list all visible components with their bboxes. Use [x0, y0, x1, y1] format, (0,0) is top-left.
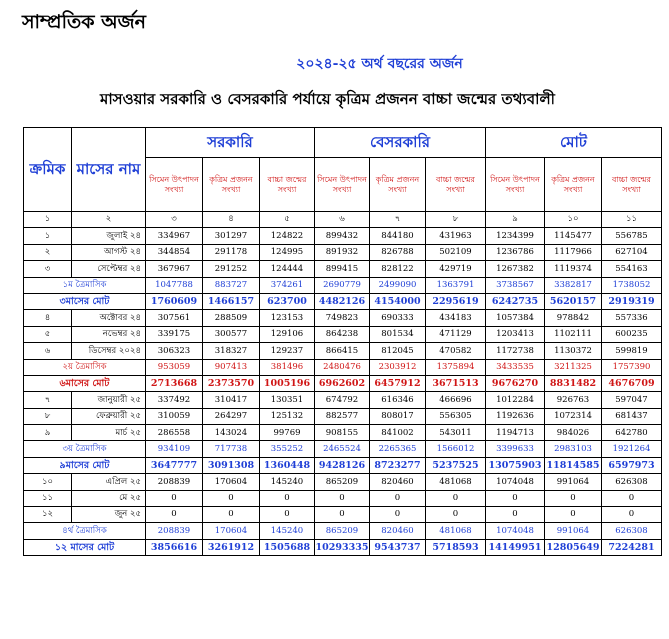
cumulative-total-row: [24, 375, 662, 391]
value-cell: 5237525: [426, 457, 486, 473]
value-cell: 991064: [545, 523, 602, 539]
month-cell: মার্চ ২৫: [72, 425, 146, 441]
value-cell: 1375894: [426, 359, 486, 375]
column-index-row: [24, 212, 662, 228]
achievement-table: [23, 127, 662, 556]
value-cell: 2373570: [203, 375, 260, 391]
value-cell: 11814585: [545, 457, 602, 473]
value-cell: 129106: [260, 326, 315, 342]
value-cell: 291178: [203, 244, 260, 260]
value-cell: 5718593: [426, 539, 486, 555]
value-cell: 434183: [426, 310, 486, 326]
value-cell: 0: [260, 490, 315, 506]
value-cell: 306323: [146, 343, 203, 359]
value-cell: 431963: [426, 228, 486, 244]
value-cell: 1102111: [545, 326, 602, 342]
value-cell: 554163: [602, 261, 662, 277]
row-label: ৪র্থ ত্রৈমাসিক: [24, 523, 146, 539]
cumulative-total-row: [24, 539, 662, 555]
value-cell: 1921264: [602, 441, 662, 457]
serial-cell: ৭: [24, 392, 72, 408]
value-cell: 820460: [370, 523, 426, 539]
value-cell: 0: [545, 490, 602, 506]
cumulative-total-row: [24, 457, 662, 473]
value-cell: 310417: [203, 392, 260, 408]
value-cell: 1172738: [486, 343, 545, 359]
serial-cell: ২: [24, 244, 72, 260]
value-cell: 9428126: [315, 457, 370, 473]
month-cell: এপ্রিল ২৫: [72, 474, 146, 490]
value-cell: 1047788: [146, 277, 203, 293]
value-cell: 344854: [146, 244, 203, 260]
value-cell: 301297: [203, 228, 260, 244]
value-cell: 6597973: [602, 457, 662, 473]
value-cell: 1194713: [486, 425, 545, 441]
table-row: [24, 425, 662, 441]
value-cell: 208839: [146, 474, 203, 490]
value-cell: 820460: [370, 474, 426, 490]
value-cell: 0: [370, 507, 426, 523]
value-cell: 481068: [426, 474, 486, 490]
value-cell: 0: [203, 490, 260, 506]
index-cell: ৯: [486, 212, 545, 228]
value-cell: 866415: [315, 343, 370, 359]
value-cell: 3647777: [146, 457, 203, 473]
value-cell: 2713668: [146, 375, 203, 391]
month-cell: জুন ২৫: [72, 507, 146, 523]
value-cell: 3671513: [426, 375, 486, 391]
table-caption: মাসওয়ার সরকারি ও বেসরকারি পর্যায়ে কৃত্রিম প্রজনন বাচ্চা জন্মের তথ্যবালী: [100, 90, 555, 108]
index-cell: ৫: [260, 212, 315, 228]
value-cell: 339175: [146, 326, 203, 342]
value-cell: 828122: [370, 261, 426, 277]
value-cell: 864238: [315, 326, 370, 342]
value-cell: 2265365: [370, 441, 426, 457]
value-cell: 616346: [370, 392, 426, 408]
value-cell: 0: [486, 507, 545, 523]
value-cell: 991064: [545, 474, 602, 490]
value-cell: 0: [426, 507, 486, 523]
table-row: [24, 474, 662, 490]
serial-cell: ১০: [24, 474, 72, 490]
value-cell: 1757390: [602, 359, 662, 375]
value-cell: 0: [370, 490, 426, 506]
value-cell: 0: [545, 507, 602, 523]
value-cell: 599819: [602, 343, 662, 359]
value-cell: 0: [146, 490, 203, 506]
value-cell: 0: [426, 490, 486, 506]
value-cell: 208839: [146, 523, 203, 539]
table-row: [24, 244, 662, 260]
serial-cell: ৮: [24, 408, 72, 424]
value-cell: 367967: [146, 261, 203, 277]
value-cell: 0: [315, 507, 370, 523]
sub-header-cell: বাচ্চা জন্মের সংখ্যা: [260, 158, 315, 212]
value-cell: 337492: [146, 392, 203, 408]
value-cell: 1145477: [545, 228, 602, 244]
value-cell: 1005196: [260, 375, 315, 391]
page-heading: সাম্প্রতিক অর্জন: [22, 11, 146, 33]
value-cell: 2465524: [315, 441, 370, 457]
sub-header-cell: সিমেন উৎপাদন সংখ্যা: [315, 158, 370, 212]
index-cell: ৭: [370, 212, 426, 228]
value-cell: 623700: [260, 293, 315, 309]
index-cell: ১০: [545, 212, 602, 228]
value-cell: 466696: [426, 392, 486, 408]
index-cell: ৪: [203, 212, 260, 228]
table-row: [24, 408, 662, 424]
value-cell: 626308: [602, 474, 662, 490]
value-cell: 865209: [315, 474, 370, 490]
value-cell: 307561: [146, 310, 203, 326]
serial-cell: ১: [24, 228, 72, 244]
header-group-total: মোট: [486, 128, 662, 158]
value-cell: 6242735: [486, 293, 545, 309]
value-cell: 3738567: [486, 277, 545, 293]
value-cell: 3211325: [545, 359, 602, 375]
value-cell: 355252: [260, 441, 315, 457]
value-cell: 123153: [260, 310, 315, 326]
value-cell: 6457912: [370, 375, 426, 391]
table-row: [24, 310, 662, 326]
value-cell: 808017: [370, 408, 426, 424]
value-cell: 14149951: [486, 539, 545, 555]
value-cell: 1267382: [486, 261, 545, 277]
value-cell: 674792: [315, 392, 370, 408]
month-cell: সেপ্টেম্বর ২৪: [72, 261, 146, 277]
row-label: ৩মাসের মোট: [24, 293, 146, 309]
value-cell: 13075903: [486, 457, 545, 473]
sub-header-cell: কৃত্রিম প্রজনন সংখ্যা: [545, 158, 602, 212]
value-cell: 3856616: [146, 539, 203, 555]
month-cell: নভেম্বর ২৪: [72, 326, 146, 342]
value-cell: 891932: [315, 244, 370, 260]
value-cell: 0: [146, 507, 203, 523]
value-cell: 2499090: [370, 277, 426, 293]
value-cell: 543011: [426, 425, 486, 441]
value-cell: 2919319: [602, 293, 662, 309]
quarter-subtotal-row: [24, 523, 662, 539]
value-cell: 130351: [260, 392, 315, 408]
value-cell: 4482126: [315, 293, 370, 309]
value-cell: 865209: [315, 523, 370, 539]
table-row: [24, 507, 662, 523]
value-cell: 642780: [602, 425, 662, 441]
value-cell: 145240: [260, 523, 315, 539]
value-cell: 557336: [602, 310, 662, 326]
serial-cell: ১১: [24, 490, 72, 506]
table-row: [24, 261, 662, 277]
value-cell: 2295619: [426, 293, 486, 309]
value-cell: 3382817: [545, 277, 602, 293]
sub-header-cell: কৃত্রিম প্রজনন সংখ্যা: [203, 158, 260, 212]
sub-header-cell: বাচ্চা জন্মের সংখ্যা: [426, 158, 486, 212]
month-cell: আগস্ট ২৪: [72, 244, 146, 260]
value-cell: 99769: [260, 425, 315, 441]
value-cell: 124822: [260, 228, 315, 244]
month-cell: ডিসেম্বর ২০২৪: [72, 343, 146, 359]
value-cell: 286558: [146, 425, 203, 441]
value-cell: 1012284: [486, 392, 545, 408]
value-cell: 1236786: [486, 244, 545, 260]
value-cell: 826788: [370, 244, 426, 260]
value-cell: 9676270: [486, 375, 545, 391]
value-cell: 1074048: [486, 474, 545, 490]
value-cell: 908155: [315, 425, 370, 441]
serial-cell: ৬: [24, 343, 72, 359]
value-cell: 429719: [426, 261, 486, 277]
sub-header-cell: সিমেন উৎপাদন সংখ্যা: [486, 158, 545, 212]
value-cell: 288509: [203, 310, 260, 326]
month-cell: জানুয়ারী ২৫: [72, 392, 146, 408]
value-cell: 374261: [260, 277, 315, 293]
row-label: ৩য় ত্রৈমাসিক: [24, 441, 146, 457]
sub-header-cell: কৃত্রিম প্রজনন সংখ্যা: [370, 158, 426, 212]
quarter-subtotal-row: [24, 277, 662, 293]
value-cell: 0: [602, 490, 662, 506]
value-cell: 8723277: [370, 457, 426, 473]
value-cell: 749823: [315, 310, 370, 326]
value-cell: 3433535: [486, 359, 545, 375]
value-cell: 9543737: [370, 539, 426, 555]
value-cell: 812045: [370, 343, 426, 359]
value-cell: 1130372: [545, 343, 602, 359]
table-row: [24, 326, 662, 342]
value-cell: 844180: [370, 228, 426, 244]
month-cell: মে ২৫: [72, 490, 146, 506]
index-cell: ৩: [146, 212, 203, 228]
month-cell: ফেব্রুয়ারী ২৫: [72, 408, 146, 424]
quarter-subtotal-row: [24, 441, 662, 457]
index-cell: ১১: [602, 212, 662, 228]
value-cell: 1074048: [486, 523, 545, 539]
month-cell: অক্টোবর ২৪: [72, 310, 146, 326]
value-cell: 0: [203, 507, 260, 523]
value-cell: 626308: [602, 523, 662, 539]
row-label: ১২ মাসের মোট: [24, 539, 146, 555]
fiscal-year-subtitle: ২০২৪-২৫ অর্থ বছরের অর্জন: [296, 56, 463, 72]
value-cell: 953059: [146, 359, 203, 375]
value-cell: 129237: [260, 343, 315, 359]
value-cell: 907413: [203, 359, 260, 375]
header-group-private: বেসরকারি: [315, 128, 486, 158]
value-cell: 4154000: [370, 293, 426, 309]
table-row: [24, 228, 662, 244]
index-cell: ৮: [426, 212, 486, 228]
value-cell: 934109: [146, 441, 203, 457]
row-label: ২য় ত্রৈমাসিক: [24, 359, 146, 375]
value-cell: 3091308: [203, 457, 260, 473]
value-cell: 471129: [426, 326, 486, 342]
value-cell: 124995: [260, 244, 315, 260]
sub-header-cell: বাচ্চা জন্মের সংখ্যা: [602, 158, 662, 212]
value-cell: 3399633: [486, 441, 545, 457]
value-cell: 0: [260, 507, 315, 523]
value-cell: 978842: [545, 310, 602, 326]
row-label: ৬মাসের মোট: [24, 375, 146, 391]
index-cell: ২: [72, 212, 146, 228]
value-cell: 841002: [370, 425, 426, 441]
serial-cell: ১২: [24, 507, 72, 523]
value-cell: 1738052: [602, 277, 662, 293]
value-cell: 5620157: [545, 293, 602, 309]
value-cell: 1234399: [486, 228, 545, 244]
header-group-govt: সরকারি: [146, 128, 315, 158]
value-cell: 7224281: [602, 539, 662, 555]
index-cell: ১: [24, 212, 72, 228]
value-cell: 1566012: [426, 441, 486, 457]
serial-cell: ৯: [24, 425, 72, 441]
value-cell: 0: [602, 507, 662, 523]
value-cell: 2690779: [315, 277, 370, 293]
value-cell: 1057384: [486, 310, 545, 326]
value-cell: 1360448: [260, 457, 315, 473]
value-cell: 1760609: [146, 293, 203, 309]
value-cell: 10293335: [315, 539, 370, 555]
value-cell: 899432: [315, 228, 370, 244]
value-cell: 170604: [203, 523, 260, 539]
value-cell: 6962602: [315, 375, 370, 391]
month-cell: জুলাই ২৪: [72, 228, 146, 244]
value-cell: 899415: [315, 261, 370, 277]
header-month: মাসের নাম: [72, 128, 146, 212]
table-row: [24, 343, 662, 359]
value-cell: 2303912: [370, 359, 426, 375]
value-cell: 0: [315, 490, 370, 506]
value-cell: 1203413: [486, 326, 545, 342]
value-cell: 882577: [315, 408, 370, 424]
index-cell: ৬: [315, 212, 370, 228]
serial-cell: ৪: [24, 310, 72, 326]
value-cell: 124444: [260, 261, 315, 277]
table-row: [24, 490, 662, 506]
value-cell: 3261912: [203, 539, 260, 555]
cumulative-total-row: [24, 293, 662, 309]
value-cell: 1072314: [545, 408, 602, 424]
value-cell: 12805649: [545, 539, 602, 555]
value-cell: 291252: [203, 261, 260, 277]
value-cell: 4676709: [602, 375, 662, 391]
value-cell: 883727: [203, 277, 260, 293]
value-cell: 300577: [203, 326, 260, 342]
value-cell: 470582: [426, 343, 486, 359]
value-cell: 334967: [146, 228, 203, 244]
value-cell: 0: [486, 490, 545, 506]
value-cell: 1192636: [486, 408, 545, 424]
row-label: ৯মাসের মোট: [24, 457, 146, 473]
value-cell: 801534: [370, 326, 426, 342]
serial-cell: ৩: [24, 261, 72, 277]
table-row: [24, 392, 662, 408]
value-cell: 681437: [602, 408, 662, 424]
serial-cell: ৫: [24, 326, 72, 342]
value-cell: 597047: [602, 392, 662, 408]
value-cell: 318327: [203, 343, 260, 359]
value-cell: 1466157: [203, 293, 260, 309]
value-cell: 170604: [203, 474, 260, 490]
value-cell: 2983103: [545, 441, 602, 457]
value-cell: 8831482: [545, 375, 602, 391]
value-cell: 1363791: [426, 277, 486, 293]
quarter-subtotal-row: [24, 359, 662, 375]
value-cell: 1505688: [260, 539, 315, 555]
value-cell: 381496: [260, 359, 315, 375]
value-cell: 481068: [426, 523, 486, 539]
value-cell: 1119374: [545, 261, 602, 277]
value-cell: 125132: [260, 408, 315, 424]
value-cell: 2480476: [315, 359, 370, 375]
value-cell: 556305: [426, 408, 486, 424]
value-cell: 690333: [370, 310, 426, 326]
value-cell: 926763: [545, 392, 602, 408]
value-cell: 310059: [146, 408, 203, 424]
value-cell: 1117966: [545, 244, 602, 260]
value-cell: 264297: [203, 408, 260, 424]
value-cell: 143024: [203, 425, 260, 441]
value-cell: 502109: [426, 244, 486, 260]
value-cell: 717738: [203, 441, 260, 457]
value-cell: 556785: [602, 228, 662, 244]
row-label: ১ম ত্রৈমাসিক: [24, 277, 146, 293]
header-serial: ক্রমিক: [24, 128, 72, 212]
value-cell: 984026: [545, 425, 602, 441]
sub-header-cell: সিমেন উৎপাদন সংখ্যা: [146, 158, 203, 212]
value-cell: 145240: [260, 474, 315, 490]
value-cell: 600235: [602, 326, 662, 342]
value-cell: 627104: [602, 244, 662, 260]
